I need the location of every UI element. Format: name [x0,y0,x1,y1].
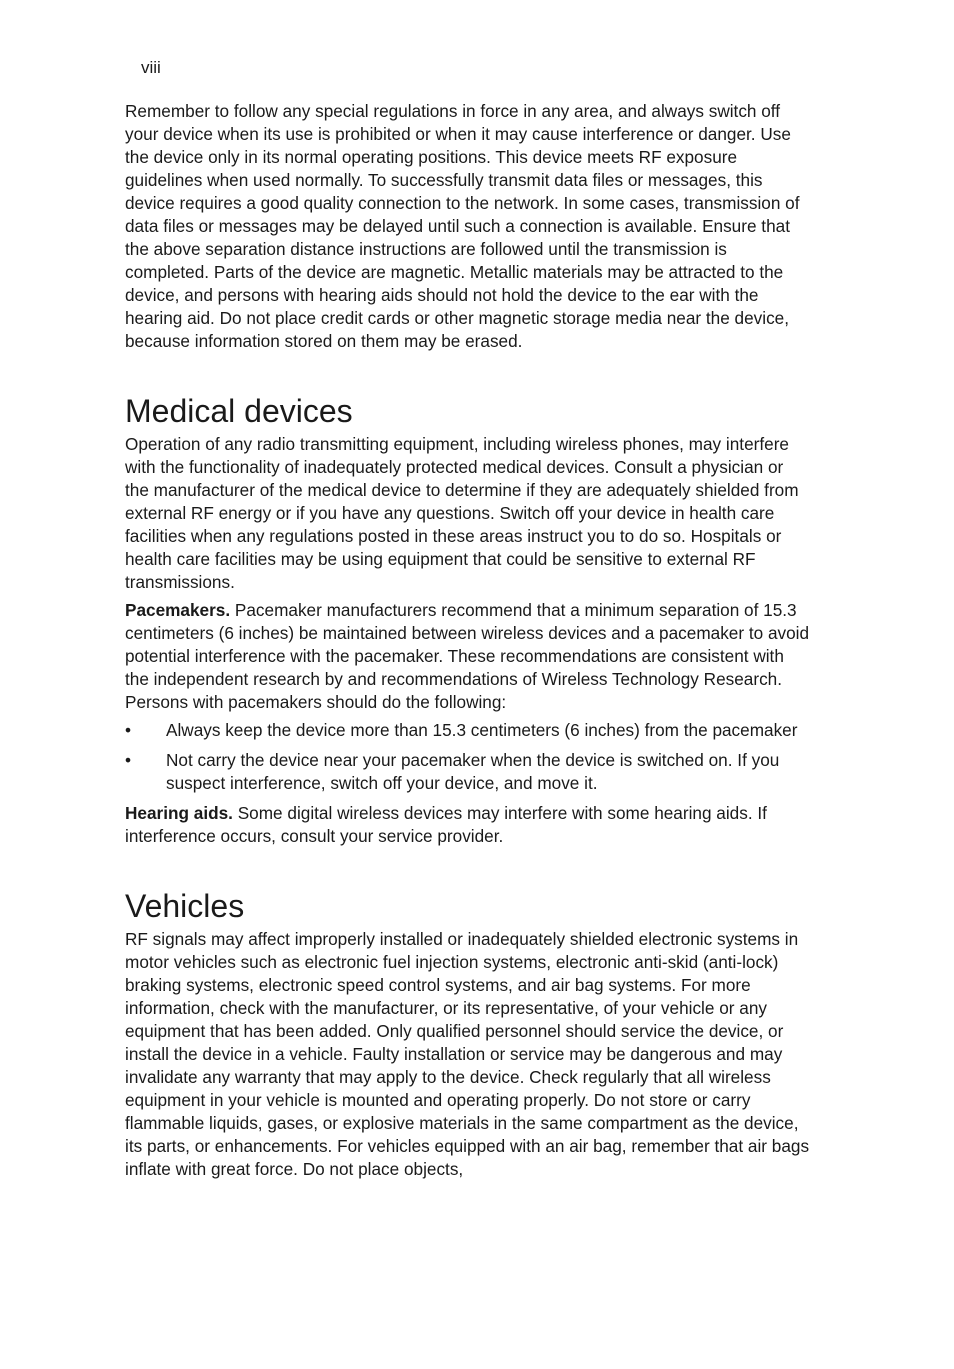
page-number: viii [141,58,161,77]
medical-paragraph: Operation of any radio transmitting equipment, including wireless phones, may interfere with the functionality of inadequately protected medical devices. Consult a physician or the manufacturer of the medical device to determine if they are adequately shielded from external RF energy or if you have any questions. Switch off your device in health care facilities when any regulations posted in these areas instruct you to do so. Hospitals or health care facilities may be using equipment that could be sensitive to external RF transmissions. [125,434,799,592]
vehicles-paragraph: RF signals may affect improperly installed or inadequately shielded electronic systems in motor vehicles such as electronic fuel injection systems, electronic anti-skid (anti-lock) braking systems, electronic speed control systems, and air bag systems. For more information, check with the manufacturer, or its representative, of your vehicle or any equipment that has been added. Only qualified personnel should service the device, or install the device in a vehicle. Faulty installation or service may be dangerous and may invalidate any warranty that may apply to the device. Check regularly that all wireless equipment in your vehicle is mounted and operating properly. Do not store or carry flammable liquids, gases, or explosive materials in the same compartment as the device, its parts, or enhancements. For vehicles equipped with an air bag, remember that air bags inflate with great force. Do not place objects, [125,929,810,1179]
hearing-aids-label: Hearing aids. [125,803,233,823]
pacemaker-bullet-list [125,719,811,795]
bullet-text: Not carry the device near your pacemaker when the device is switched on. If you suspect interference, switch off your device, and move it. [166,750,780,793]
list-item [125,749,811,795]
hearing-aids-text: Some digital wireless devices may interfere with some hearing aids. If interference occurs, consult your service provider. [125,803,767,846]
pacemakers-text: Pacemaker manufacturers recommend that a minimum separation of 15.3 centimeters (6 inches) be maintained between wireless devices and a pacemaker to avoid potential interference with the pacemaker. These recommendations are consistent with the independent research by and recommendations of Wireless Technology Research. Persons with pacemakers should do the following: [125,600,810,712]
vehicles-heading: Vehicles [125,888,245,924]
pacemakers-label: Pacemakers. [125,600,231,620]
pacemakers-paragraph [125,599,811,714]
hearing-aids-paragraph [125,802,811,848]
bullet-icon: • [125,720,132,740]
document-body [125,100,811,1181]
bullet-text: Always keep the device more than 15.3 centimeters (6 inches) from the pacemaker [166,720,798,740]
bullet-icon: • [125,750,132,770]
intro-paragraph: Remember to follow any special regulations in force in any area, and always switch off your device when its use is prohibited or when it may cause interference or danger. Use the device only in its normal operating positions. This device meets RF exposure guidelines when used normally. To successfully transmit data files or messages, this device requires a good quality connection to the network. In some cases, transmission of data files or messages may be delayed until such a connection is available. Ensure that the above separation distance instructions are followed until the transmission is completed. Parts of the device are magnetic. Metallic materials may be attracted to the device, and persons with hearing aids should not hold the device to the ear with the hearing aid. Do not place credit cards or other magnetic storage media near the device, because information stored on them may be erased. [125,101,800,351]
list-item [125,719,811,742]
medical-devices-heading: Medical devices [125,393,353,429]
